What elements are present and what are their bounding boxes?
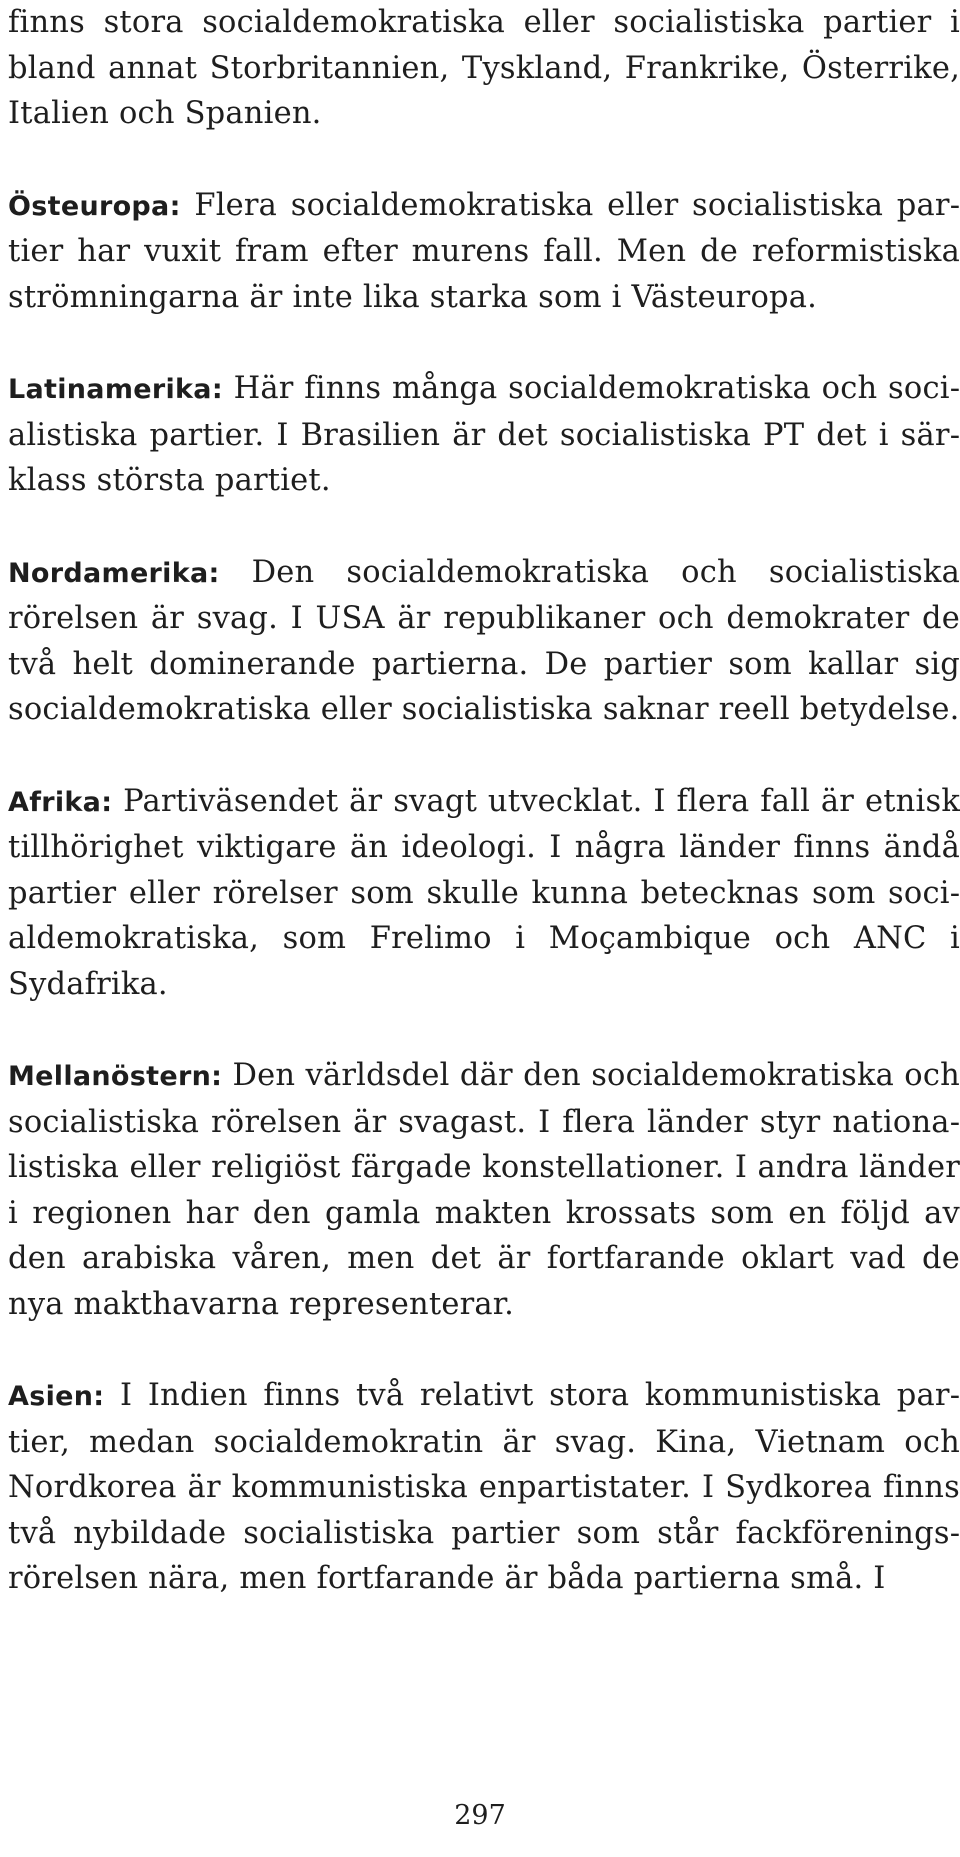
paragraph-gap (8, 504, 960, 550)
paragraph-asien (8, 1373, 960, 1602)
paragraph-latinamerika (8, 366, 960, 504)
paragraph-intro (8, 0, 960, 137)
paragraph-gap (8, 733, 960, 779)
paragraph-gap (8, 1007, 960, 1053)
paragraph-latinamerika-text: Här finns många socialdemokratiska och socialistiska partier. I Brasilien är det socialistiska PT det i särklass största partiet. (8, 371, 960, 498)
section-heading-afrika: Afrika: (8, 786, 113, 818)
paragraph-mellanostern-text: Den världsdel där den socialdemokratiska och socialistiska rörelsen är svagast. I flera länder styr nationalistiska eller religiöst färgade konstellationer. I andra länder i regionen har den gamla makten krossats som en följd av den arabiska våren, men det är fortfarande oklart vad de nya makthavarna representerar. (8, 1058, 960, 1322)
section-heading-nordamerika: Nordamerika: (8, 557, 220, 589)
paragraph-asien-text: I Indien finns två relativt stora kommunistiska partier, medan socialdemokratin är svag. Kina, Vietnam och Nordkorea är kommunistiska enpartistater. I Sydkorea finns två nybildade socialistiska partier som står fackföreningsrörelsen nära, men fortfarande är båda partierna små. I (8, 1378, 960, 1596)
page-number: 297 (454, 1800, 506, 1831)
section-heading-osteuropa: Östeuropa: (8, 190, 181, 222)
paragraph-mellanostern (8, 1053, 960, 1327)
paragraph-afrika (8, 779, 960, 1008)
paragraph-osteuropa-text: Flera socialdemokratiska eller socialistiska partier har vuxit fram efter murens fall. Men de reformistiska strömningarna är inte lika starka som i Västeuropa. (8, 187, 960, 315)
paragraph-afrika-text: Partiväsendet är svagt utvecklat. I flera fall är etnisk tillhörighet viktigare än ideologi. I några länder finns ändå partier eller rörelser som skulle kunna betecknas som socialdemokratiska, som Frelimo i Moçambique och ANC i Sydafrika. (8, 783, 960, 1002)
paragraph-nordamerika (8, 550, 960, 733)
paragraph-nordamerika-text: Den socialdemokratiska och socialistiska rörelsen är svag. I USA är republikaner och demokrater de två helt dominerande partierna. De partier som kallar sig socialdemokratiska eller socialistiska saknar reell betydelse. (8, 554, 960, 727)
section-heading-latinamerika: Latinamerika: (8, 374, 223, 405)
paragraph-intro-text: finns stora socialdemokratiska eller socialistiska partier i bland annat Storbritannien, Tyskland, Frankrike, Österrike, Italien och Spanien. (8, 5, 960, 131)
paragraph-gap (8, 137, 960, 183)
paragraph-gap (8, 320, 960, 366)
paragraph-gap (8, 1327, 960, 1373)
section-heading-asien: Asien: (8, 1381, 105, 1412)
paragraph-osteuropa (8, 183, 960, 321)
section-heading-mellanostern: Mellanöstern: (8, 1061, 223, 1092)
document-page (8, 0, 960, 1602)
